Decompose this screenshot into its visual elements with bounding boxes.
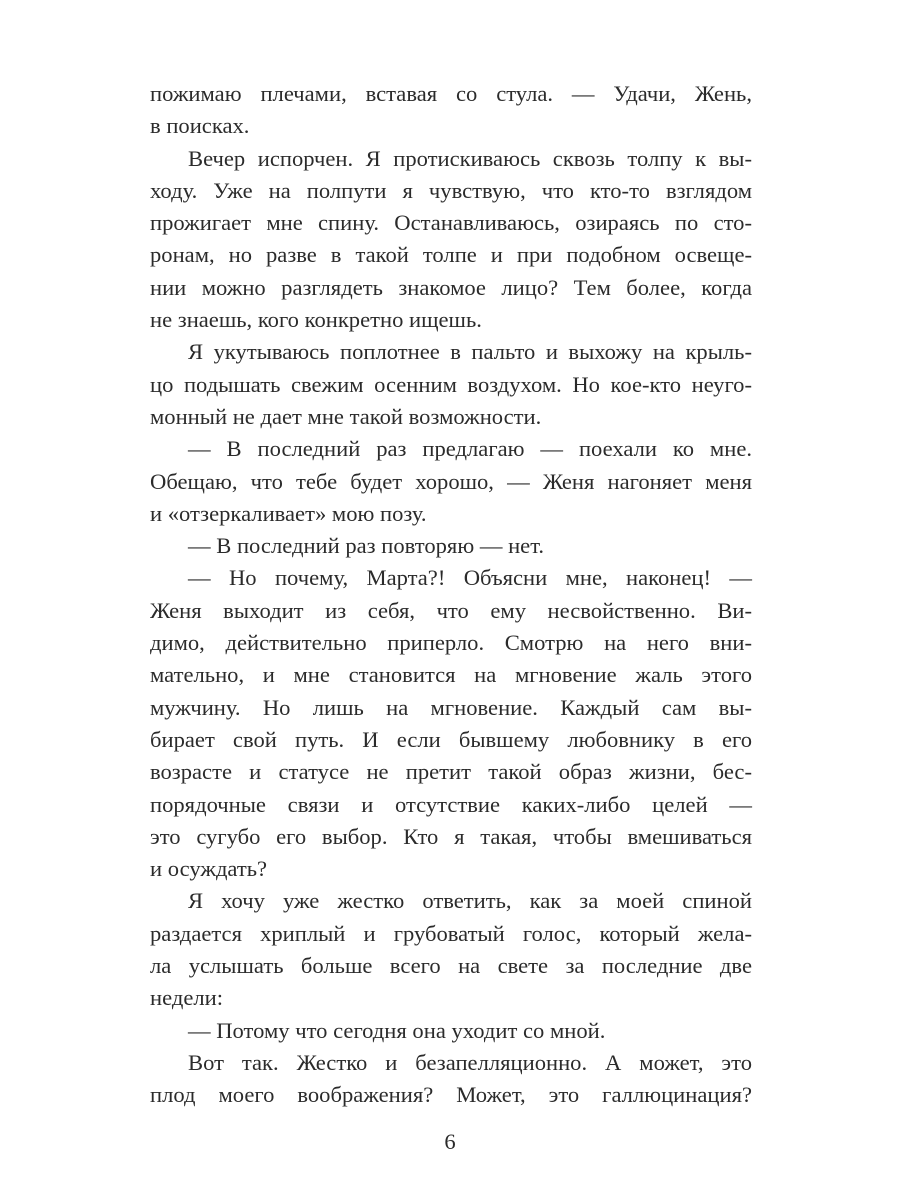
text-line: пожимаю плечами, вставая со стула. — Удачи, Жень,: [150, 81, 752, 106]
text-line: — В последний раз предлагаю — поехали ко мне.: [188, 436, 752, 462]
text-line: не знаешь, кого конкретно ищешь.: [150, 307, 482, 333]
text-line: Обещаю, что тебе будет хорошо, — Женя нагоняет меня: [150, 468, 752, 494]
text-line: и «отзеркаливает» мою позу.: [150, 500, 427, 526]
text-line: — Но почему, Марта?! Объясни мне, наконец! —: [188, 565, 752, 591]
text-line: димо, действительно приперло. Смотрю на него вни-: [150, 630, 752, 656]
body-text: [150, 78, 752, 1112]
text-line: Вот так. Жестко и безапелляционно. А может, это: [188, 1049, 752, 1075]
text-line: Женя выходит из себя, что ему несвойственно. Ви-: [150, 597, 752, 623]
text-line: Я укутываюсь поплотнее в пальто и выхожу на крыль-: [188, 339, 752, 365]
text-line: ронам, но разве в такой толпе и при подобном освеще-: [150, 242, 752, 268]
text-line: — Потому что сегодня она уходит со мной.: [188, 1017, 606, 1043]
text-line: бирает свой путь. И если бывшему любовнику в его: [150, 726, 752, 752]
text-line: — В последний раз повторяю — нет.: [188, 533, 545, 559]
text-line: прожигает мне спину. Останавливаюсь, озираясь по сто-: [150, 210, 752, 236]
text-line: монный не дает мне такой возможности.: [150, 403, 542, 429]
text-line: Я хочу уже жестко ответить, как за моей спиной: [188, 888, 752, 914]
text-line: в поисках.: [150, 113, 250, 139]
text-line: плод моего воображения? Может, это галлюцинация?: [150, 1082, 752, 1108]
text-line: мательно, и мне становится на мгновение жаль этого: [150, 662, 752, 688]
text-line: ла услышать больше всего на свете за последние две: [150, 953, 752, 979]
text-line: порядочные связи и отсутствие каких-либо целей —: [150, 791, 752, 817]
text-line: и осуждать?: [150, 856, 268, 882]
text-line: возрасте и статусе не претит такой образ жизни, бес-: [150, 759, 752, 785]
page-number: 6: [444, 1129, 456, 1154]
text-line: раздается хриплый и грубоватый голос, который жела-: [150, 920, 752, 946]
text-line: ходу. Уже на полпути я чувствую, что кто-то взглядом: [150, 177, 752, 203]
text-line: нии можно разглядеть знакомое лицо? Тем более, когда: [150, 274, 752, 300]
text-line: недели:: [150, 985, 223, 1011]
text-line: Вечер испорчен. Я протискиваюсь сквозь толпу к вы-: [188, 145, 752, 171]
text-line: мужчину. Но лишь на мгновение. Каждый сам вы-: [150, 694, 752, 720]
text-line: цо подышать свежим осенним воздухом. Но кое-кто неуго-: [150, 371, 752, 397]
text-line: это сугубо его выбор. Кто я такая, чтобы вмешиваться: [150, 823, 752, 849]
